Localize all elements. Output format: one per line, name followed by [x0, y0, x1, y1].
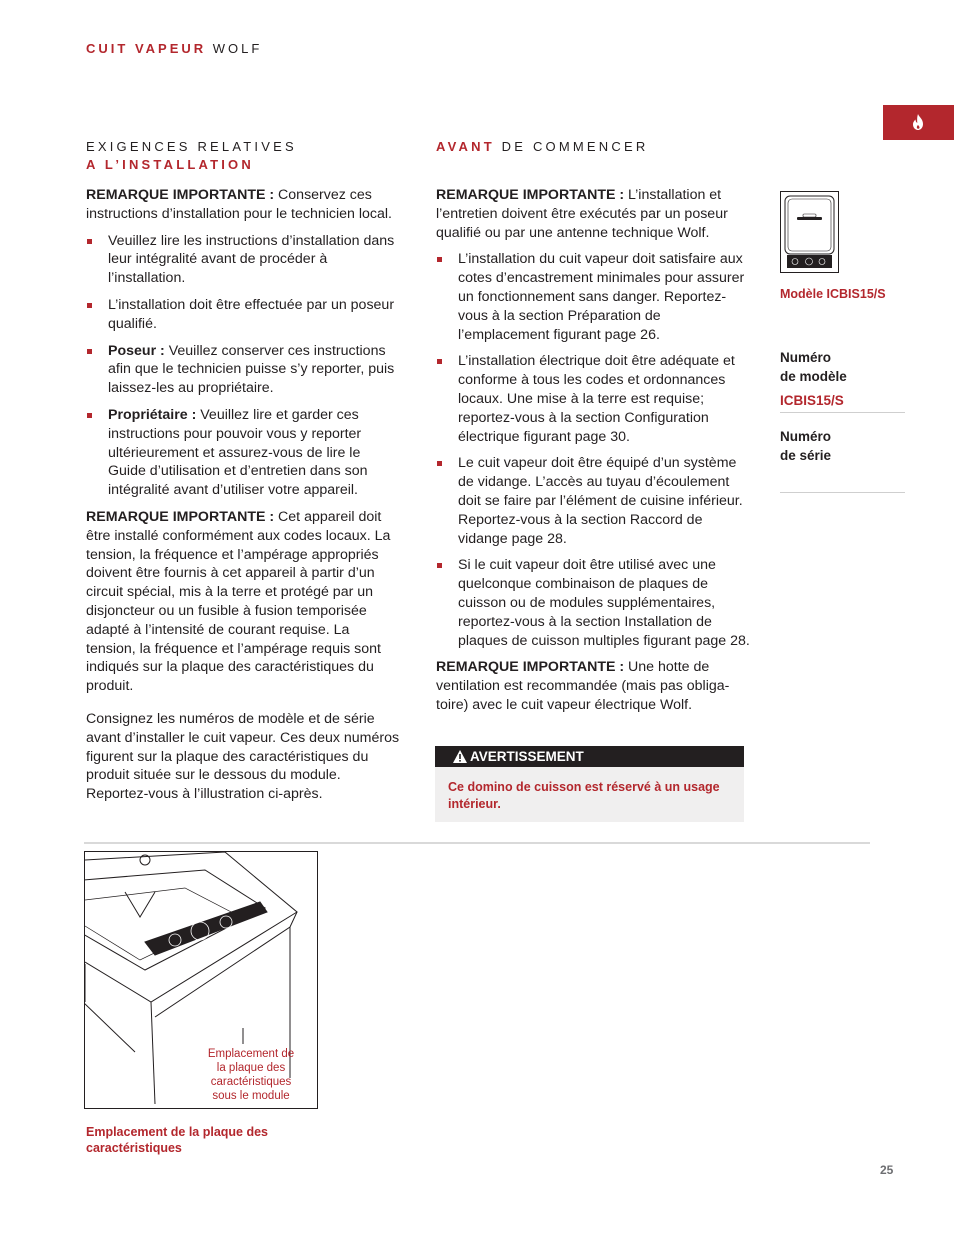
serial-number-label: Numéro de série: [780, 429, 832, 463]
bullet-square: [87, 413, 92, 418]
flame-icon: [912, 114, 924, 130]
left-paragraph: Consignez les numéros de modèle et de série avant d’installer le cuit vapeur. Ces deux numéros figurent sur la plaque des caractéristiques du produit située sur le dessous du module. Reportez-vous à l’illustration ci-après.: [86, 710, 400, 803]
header-brand-light: WOLF: [212, 41, 263, 56]
left-note-1-text: Conservez ces instructions d’installation pour le technicien local.: [86, 187, 392, 222]
middle-note-2: [436, 658, 754, 714]
serial-number-rule: [780, 492, 905, 493]
page-number: 25: [880, 1163, 894, 1177]
list-item: Poseur : Veuillez conserver ces instructions afin que le technicien puisse s’y reporter, puis laissez-les au propriétaire.: [86, 342, 400, 398]
bullet-square: [437, 257, 442, 262]
model-number-label: Numéro de modèle: [780, 350, 847, 384]
bullet-square: [437, 359, 442, 364]
list-item: Propriétaire : Veuillez lire et garder ces instructions pour pouvoir vous y reporter ultérieurement et assurez-vous de lire le Guide d’utilisation et d’entretien dans son intégralité avant d’utiliser votre appareil.: [86, 406, 400, 500]
left-note-2-bold: REMARQUE IMPORTANTE :: [86, 508, 275, 525]
warning-header: [435, 746, 744, 767]
product-thumbnail: [780, 191, 839, 273]
bullet-square: [87, 303, 92, 308]
bullet-square: [87, 239, 92, 244]
middle-title-bold: AVANT: [436, 139, 495, 154]
list-item: L’installation du cuit vapeur doit satisfaire aux cotes d’encastrement minimales pour assurer un fonctionnement sans danger. Reportez-vous à la section Préparation de l’emplacement figurant page 26.: [436, 250, 754, 344]
list-item: Le cuit vapeur doit être équipé d’un système de vidange. L’accès au tuyau d’écoulement doit se faire par l’élément de cuisine inférieur. Reportez-vous à la section Raccord de vidange page 28.: [436, 454, 754, 548]
middle-note-2-text: Une hotte de ventilation est recommandée (mais pas obligatoire) avec le cuit vapeur électrique Wolf.: [436, 659, 730, 713]
list-item: L’installation électrique doit être adéquate et conforme à tous les codes et ordonnances locaux. Une mise à la terre est requise; reportez-vous à la section Configuration électrique figurant page 30.: [436, 352, 754, 446]
middle-title-light: DE COMMENCER: [501, 139, 649, 154]
middle-note-2-bold: REMARQUE IMPORTANTE :: [436, 659, 625, 676]
warning-triangle-icon: [453, 750, 467, 763]
model-caption: Modèle ICBIS15/S: [780, 287, 886, 301]
left-note-2-text: Cet appareil doit être installé conformément aux codes locaux. La tension, la fréquence et l’ampérage appropriés doivent être fournis à cet appareil à partir d’un circuit spécial, mis à la terre et protégé par un disjoncteur ou un fusible à fusion temporisée adapté à l’intensité de courant requise. La tension, la fréquence et l’ampérage requis sont indiqués sur la plaque des caractéristiques du produit.: [86, 508, 391, 695]
left-section-title: [86, 138, 297, 174]
left-note-1-bold: REMARQUE IMPORTANTE :: [86, 187, 275, 203]
middle-column: [436, 186, 754, 723]
left-column: [86, 186, 400, 812]
list-item: Si le cuit vapeur doit être utilisé avec une quelconque combinaison de plaques de cuisson ou de modules supplémentaires, reportez-vous à la section Installation de plaques de cuisson multiples figurant page 28.: [436, 556, 754, 650]
middle-note-1: [436, 186, 754, 242]
model-number-value: ICBIS15/S: [780, 393, 844, 408]
middle-section-title: [436, 138, 648, 156]
section-divider: [84, 842, 870, 844]
bullet-square: [87, 349, 92, 354]
left-title-line1: EXIGENCES RELATIVES: [86, 139, 297, 154]
figure-caption: Emplacement de la plaque des caractéristiques: [86, 1125, 269, 1155]
rating-plate-location-label: Emplacement de la plaque des caractéristiques sous le module: [207, 1048, 295, 1102]
list-item: L’installation doit être effectuée par un poseur qualifié.: [86, 296, 400, 334]
middle-bullet-list: [436, 250, 754, 650]
middle-note-1-text: L’installation et l’entretien doivent être exécutés par un poseur qualifié ou par une antenne technique Wolf.: [436, 187, 728, 241]
warning-title: AVERTISSEMENT: [470, 749, 584, 764]
bullet-square: [437, 461, 442, 466]
middle-note-1-bold: REMARQUE IMPORTANTE :: [436, 187, 625, 203]
left-title-line2: A L’INSTALLATION: [86, 157, 254, 172]
running-header: [86, 41, 262, 56]
left-note-2: [86, 508, 400, 696]
section-tab: [883, 105, 954, 140]
steamer-topview-drawing: [781, 192, 838, 272]
warning-text: Ce domino de cuisson est réservé à un usage intérieur.: [448, 780, 720, 811]
left-bullet-list: [86, 232, 400, 500]
bullet-square: [437, 563, 442, 568]
header-brand-bold: CUIT VAPEUR: [86, 41, 207, 56]
model-number-rule: [780, 412, 905, 413]
left-note-1: [86, 186, 400, 224]
list-item: Veuillez lire les instructions d’installation dans leur intégralité avant de procéder à l’installation.: [86, 232, 400, 288]
